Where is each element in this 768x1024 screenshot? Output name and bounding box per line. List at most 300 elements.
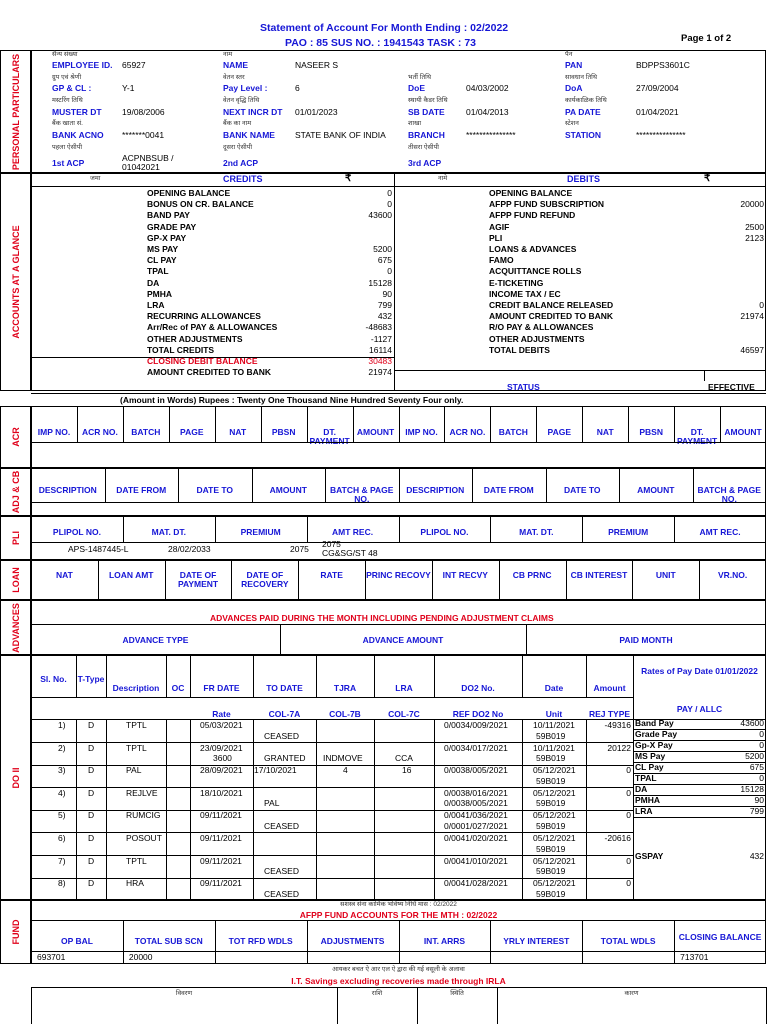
doii-header: Date: [544, 683, 564, 693]
employee-id-value: 65927: [122, 60, 146, 70]
credits-heading: CREDITS: [223, 174, 263, 184]
side-label-acr: ACR: [0, 406, 31, 468]
entry-status: CEASED: [264, 820, 299, 831]
acr-header: IMP NO.: [37, 427, 71, 437]
entry-date: 05/12/2021: [533, 787, 576, 798]
entry-do2: 0/0041/010/2021: [444, 855, 508, 866]
credit-value: -48683: [365, 322, 392, 333]
loan-header: DATE OF RECOVERY: [241, 570, 289, 589]
doii-subheader: COL-7C: [388, 709, 420, 719]
status-label: STATUS: [507, 382, 540, 392]
entry-desc: TPTL: [126, 742, 147, 753]
credits-hindi: जमा: [90, 175, 101, 182]
fund-title-hindi: सशस्त्र सेना कार्मिक भविष्य निधि मास : 02/2022: [340, 901, 457, 908]
entry-sl: 3): [58, 765, 66, 776]
rate-value: 432: [749, 851, 764, 861]
credit-label: OPENING BALANCE: [147, 188, 231, 198]
credit-label: BONUS ON CR. BALANCE: [147, 199, 254, 210]
bank-acno-label: BANK ACNO: [52, 130, 104, 140]
debit-label: AFPP FUND REFUND: [489, 210, 576, 221]
entry-type: D: [88, 810, 95, 821]
rate-label: Band Pay: [635, 718, 674, 728]
pay-level-label: Pay Level :: [223, 83, 268, 93]
entry-from: 18/10/2021: [200, 787, 243, 798]
entry-sl: 7): [58, 855, 66, 866]
side-label-accounts: ACCOUNTS AT A GLANCE: [0, 173, 31, 391]
pli-header: PLIPOL NO.: [420, 527, 469, 537]
page-number: Page 1 of 2: [681, 33, 732, 44]
label-hindi: बैंक खाता सं.: [52, 120, 83, 127]
pa-date-value: 01/04/2021: [636, 107, 679, 117]
side-label-doii: DO II: [0, 655, 31, 900]
loan-header: RATE: [320, 570, 343, 580]
it-savings-hindi: आयकर बचत ऐ आर एल ऐ द्वारा की गई वसूली के अलावा: [332, 966, 465, 973]
pli-policy-no: APS-1487445-L: [68, 544, 129, 554]
label-hindi: स्थायी कैडर तिथि: [408, 97, 448, 104]
entry-desc: REJLVE: [126, 787, 158, 798]
entry-sl: 6): [58, 833, 66, 843]
entry-unit: 59B019: [536, 820, 566, 831]
rate-label: CL Pay: [635, 762, 664, 772]
debit-value: 20000: [740, 199, 764, 210]
entry-unit: 59B019: [536, 866, 566, 877]
pli-header: PREMIUM: [608, 527, 649, 537]
debit-label: TOTAL DEBITS: [489, 344, 550, 355]
entry-desc: TPTL: [126, 720, 147, 730]
bank-name-value: STATE BANK OF INDIA: [295, 130, 386, 140]
entry-ref: 0/0001/027/2021: [444, 820, 508, 831]
pli-header: MAT. DT.: [151, 527, 186, 537]
fund-header: TOTAL WDLS: [600, 936, 656, 946]
credit-label: PMHA: [147, 288, 173, 299]
name-value: NASEER S: [295, 60, 338, 70]
entry-date: 10/11/2021: [533, 742, 575, 753]
entry-date: 05/12/2021: [533, 833, 576, 843]
credit-label: LRA: [147, 300, 165, 310]
debit-label: INCOME TAX / EC: [489, 288, 561, 299]
entry-from: 28/09/2021: [200, 765, 243, 776]
debit-value: 21974: [740, 311, 764, 322]
debit-value: 0: [759, 300, 764, 310]
label-hindi: कार्यकाळिक तिथि: [565, 97, 607, 104]
advance-amount-header: ADVANCE AMOUNT: [362, 635, 444, 645]
entry-amount: 20122: [607, 742, 631, 753]
entry-do2: 0/0034/009/2021: [444, 720, 508, 730]
entry-do2: 0/0038/016/2021: [444, 787, 508, 798]
credit-label: GP-X PAY: [147, 232, 187, 243]
label-hindi: मस्टरिंग तिथि: [52, 97, 83, 104]
entry-amount: -20616: [604, 833, 631, 843]
label-hindi: दूसरा ऐसीपी: [223, 144, 253, 151]
sb-date-label: SB DATE: [408, 107, 445, 117]
rate-label: TPAL: [635, 773, 657, 783]
acr-header: NAT: [596, 427, 614, 437]
side-label-loan: LOAN: [0, 560, 31, 600]
amount-in-words: (Amount in Words) Rupees : Twenty One Thousand Nine Hundred Seventy Four only.: [120, 395, 464, 405]
acp1-value: ACPNBSUB / 01042021: [122, 153, 174, 172]
credit-value: 21974: [368, 367, 392, 378]
sb-date-value: 01/04/2013: [466, 107, 509, 117]
fund-header: OP BAL: [60, 936, 93, 946]
label-hindi: सावधान तिथि: [565, 74, 598, 81]
entry-from: 05/03/2021: [200, 720, 243, 730]
entry-date: 05/12/2021: [533, 878, 576, 889]
entry-date: 05/12/2021: [533, 810, 576, 821]
debit-label: OTHER ADJUSTMENTS: [489, 333, 585, 344]
pay-level-value: 6: [295, 83, 300, 93]
debits-hindi: नामे: [438, 175, 448, 182]
entry-unit: 59B019: [536, 843, 566, 854]
label-hindi: नाम: [223, 51, 233, 58]
pli-header: AMT REC.: [332, 527, 374, 537]
loan-header: VR.NO.: [717, 570, 748, 580]
rate-label: Grade Pay: [635, 729, 678, 739]
rate-value: 5200: [745, 751, 764, 761]
entry-from: 09/11/2021: [200, 855, 242, 866]
credit-value: 43600: [368, 210, 392, 221]
rate-value: 0: [759, 740, 764, 750]
debit-label: AGIF: [489, 221, 510, 232]
doii-subheader: COL-7A: [268, 709, 301, 719]
rate-value: 90: [754, 795, 764, 805]
entry-type: D: [88, 742, 95, 753]
credit-label: TOTAL CREDITS: [147, 344, 215, 355]
pli-maturity-date: 28/02/2033: [168, 544, 211, 554]
rate-label: GSPAY: [635, 851, 664, 861]
gp-cl-label: GP & CL :: [52, 83, 92, 93]
label-hindi: स्टेशन: [565, 120, 579, 127]
doii-header: Amount: [593, 683, 626, 693]
pa-date-label: PA DATE: [565, 107, 601, 117]
credit-label: BAND PAY: [147, 210, 190, 221]
acr-header: PBSN: [639, 427, 663, 437]
debit-value: 2500: [745, 221, 764, 232]
doii-header: OC: [171, 683, 185, 693]
credit-label: RECURRING ALLOWANCES: [147, 311, 261, 322]
entry-do2: 0/0041/036/2021: [444, 810, 508, 821]
pan-label: PAN: [565, 60, 583, 70]
entry-to: 17/10/2021: [254, 765, 297, 776]
entry-do2: 0/0038/005/2021: [444, 765, 508, 776]
station-value: ***************: [636, 130, 686, 140]
rate-label: Gp-X Pay: [635, 740, 673, 750]
debit-label: PLI: [489, 232, 503, 243]
credit-label: OTHER ADJUSTMENTS: [147, 333, 243, 344]
credit-value: 0: [387, 199, 392, 210]
debit-label: FAMO: [489, 255, 514, 266]
doa-value: 27/09/2004: [636, 83, 679, 93]
rupee-icon: ₹: [345, 173, 352, 184]
entry-type: D: [88, 855, 95, 866]
acr-header: BATCH: [131, 427, 161, 437]
entry-unit: 59B019: [536, 888, 566, 899]
it-status-header: स्थिति: [450, 990, 464, 997]
loan-header: UNIT: [655, 570, 676, 580]
credit-value: 799: [377, 300, 392, 310]
credit-value: -1127: [370, 333, 392, 344]
bank-name-label: BANK NAME: [223, 130, 275, 140]
credit-value: 0: [387, 266, 392, 277]
entry-sl: 1): [58, 720, 66, 730]
muster-dt-label: MUSTER DT: [52, 107, 102, 117]
entry-date: 05/12/2021: [533, 855, 576, 866]
acr-header: ACR NO.: [81, 427, 118, 437]
doii-subheader: Unit: [545, 709, 563, 719]
adj-header: AMOUNT: [269, 485, 307, 495]
next-incr-label: NEXT INCR DT: [223, 107, 283, 117]
accounts-section: [31, 173, 766, 391]
muster-dt-value: 19/08/2006: [122, 107, 165, 117]
acp3-label: 3rd ACP: [408, 158, 442, 168]
side-label-fund: FUND: [0, 900, 31, 964]
entry-lra: 16: [402, 765, 412, 776]
entry-type: D: [88, 787, 95, 798]
side-label-advances: ADVANCES: [0, 600, 31, 655]
debits-heading: DEBITS: [567, 174, 601, 184]
entry-col7b: INDMOVE: [323, 753, 363, 764]
doii-header: Description: [112, 683, 160, 693]
pli-amount-received: 2075 CG&SG/ST 48: [322, 539, 378, 558]
fund-header: YRLY INTEREST: [503, 936, 570, 946]
fund-header: TOT RFD WDLS: [228, 936, 293, 946]
entry-from: 09/11/2021: [200, 833, 242, 843]
acr-header: BATCH: [498, 427, 528, 437]
doii-header: TO DATE: [266, 683, 303, 693]
fund-header: CLOSING BALANCE: [678, 932, 762, 942]
entry-amount: 0: [626, 810, 631, 821]
label-hindi: ग्रुप एवं श्रेणी: [52, 74, 82, 81]
credit-value: 15128: [368, 277, 392, 288]
label-hindi: शाखा: [408, 120, 422, 127]
rate-value: 43600: [740, 718, 764, 728]
status-value: EFFECTIVE: [708, 382, 755, 392]
acr-header: AMOUNT: [356, 427, 395, 437]
entry-rate: 3600: [213, 753, 232, 764]
rupee-icon: ₹: [704, 173, 711, 184]
rate-label: DA: [635, 784, 648, 794]
next-incr-value: 01/01/2023: [295, 107, 338, 117]
advances-title: ADVANCES PAID DURING THE MONTH INCLUDING PENDING ADJUSTMENT CLAIMS: [210, 613, 554, 623]
adj-header: BATCH & PAGE NO.: [330, 485, 394, 504]
advances-section: [31, 600, 766, 655]
credit-value: 5200: [373, 244, 392, 254]
side-label-pli: PLI: [0, 516, 31, 560]
doii-subheader: REF DO2 No: [452, 709, 504, 719]
label-hindi: तीसरा ऐसीपी: [408, 144, 439, 151]
debit-label: LOANS & ADVANCES: [489, 244, 577, 254]
it-savings-title: I.T. Savings excluding recoveries made through IRLA: [291, 976, 506, 986]
debit-value: 2123: [745, 232, 764, 243]
entry-amount: 0: [626, 787, 631, 798]
fund-title: AFPP FUND ACCOUNTS FOR THE MTH : 02/2022: [299, 910, 498, 920]
acr-header: DT. PAYMENT: [309, 427, 350, 446]
loan-section: [31, 560, 766, 600]
branch-value: ***************: [466, 130, 516, 140]
entry-unit: 59B019: [536, 753, 566, 764]
adj-header: DATE FROM: [116, 485, 167, 495]
adj-header: DATE FROM: [483, 485, 534, 495]
credit-label: MS PAY: [147, 244, 179, 254]
entry-desc: TPTL: [126, 855, 147, 866]
bank-acno-value: *******0041: [122, 130, 165, 140]
entry-date: 05/12/2021: [533, 765, 576, 776]
entry-amount: 0: [626, 765, 631, 776]
doii-subheader: COL-7B: [329, 709, 361, 719]
label-hindi: सैन्य संख्या: [52, 51, 78, 58]
entry-sl: 4): [58, 787, 66, 798]
entry-status: CEASED: [264, 866, 299, 877]
credit-value: 90: [382, 288, 392, 299]
entry-status: PAL: [264, 798, 280, 809]
entry-do2: 0/0041/020/2021: [444, 833, 508, 843]
label-hindi: बैंक का नाम: [223, 120, 252, 127]
adj-header: AMOUNT: [637, 485, 675, 495]
doii-header: Sl. No.: [40, 674, 67, 684]
acr-header: IMP NO.: [405, 427, 438, 437]
adj-header: DESCRIPTION: [38, 485, 97, 495]
doii-header: LRA: [395, 683, 413, 693]
fund-header: TOTAL SUB SCN: [134, 936, 203, 946]
acr-header: AMOUNT: [724, 427, 762, 437]
entry-col7c: CCA: [395, 753, 413, 764]
entry-unit: 59B019: [536, 730, 566, 741]
entry-desc: HRA: [126, 878, 144, 889]
fund-value: 693701: [37, 952, 66, 962]
credit-value: 0: [387, 188, 392, 198]
doe-label: DoE: [408, 83, 425, 93]
entry-type: D: [88, 833, 95, 843]
advance-type-header: ADVANCE TYPE: [122, 635, 189, 645]
debit-label: E-TICKETING: [489, 277, 544, 288]
doii-header: DO2 No.: [461, 683, 495, 693]
adj-header: BATCH & PAGE NO.: [697, 485, 761, 504]
entry-type: D: [88, 720, 95, 730]
doii-header: FR DATE: [203, 683, 240, 693]
doii-subheader: REJ TYPE: [588, 709, 631, 719]
loan-header: LOAN AMT: [108, 570, 154, 580]
label-hindi: वेतन वृद्धि तिथि: [223, 97, 260, 104]
credit-label: TPAL: [147, 266, 169, 277]
fund-value: 713701: [680, 952, 709, 962]
acp2-label: 2nd ACP: [223, 158, 259, 168]
name-label: NAME: [223, 60, 249, 70]
entry-do2: 0/0041/028/2021: [444, 878, 508, 889]
acr-header: PAGE: [547, 427, 572, 437]
loan-header: NAT: [55, 570, 73, 580]
acr-header: NAT: [229, 427, 247, 437]
station-label: STATION: [565, 130, 602, 140]
entry-from: 23/09/2021: [200, 742, 243, 753]
entry-type: D: [88, 878, 95, 889]
pli-premium: 2075: [290, 544, 309, 554]
debit-label: AFPP FUND SUBSCRIPTION: [489, 199, 605, 210]
loan-header: INT RECVY: [442, 570, 488, 580]
entry-type: D: [88, 765, 95, 776]
entry-sl: 2): [58, 742, 66, 753]
pay-allc-header: PAY / ALLC: [676, 704, 723, 714]
rate-label: LRA: [635, 806, 653, 816]
pli-header: AMT REC.: [699, 527, 741, 537]
entry-unit: 59B019: [536, 775, 566, 786]
doa-label: DoA: [565, 83, 583, 93]
adj-header: DATE TO: [196, 485, 234, 495]
adj-header: DESCRIPTION: [406, 485, 465, 495]
entry-from: 09/11/2021: [200, 878, 242, 889]
credit-label: CLOSING DEBIT BALANCE: [147, 356, 258, 366]
credit-label: AMOUNT CREDITED TO BANK: [147, 367, 272, 378]
side-label-adj: ADJ & CB: [0, 468, 31, 516]
credit-label: GRADE PAY: [147, 221, 197, 232]
entry-amount: 0: [626, 855, 631, 866]
fund-header: ADJUSTMENTS: [320, 936, 385, 946]
doe-value: 04/03/2002: [466, 83, 509, 93]
label-hindi: भर्ती तिथि: [408, 74, 431, 81]
entry-tjra: 4: [343, 765, 348, 776]
credit-label: DA: [147, 277, 160, 288]
entry-ref: 0/0038/005/2021: [444, 798, 508, 809]
entry-from: 09/11/2021: [200, 810, 242, 821]
pli-header: MAT. DT.: [519, 527, 554, 537]
debit-value: 46597: [740, 344, 764, 355]
entry-status: CEASED: [264, 730, 299, 741]
credit-value: 16114: [368, 344, 392, 355]
entry-sl: 5): [58, 810, 66, 821]
doii-header: T-Type: [77, 674, 105, 684]
debit-label: ACQUITTANCE ROLLS: [489, 266, 582, 277]
entry-date: 10/11/2021: [533, 720, 575, 730]
debit-label: R/O PAY & ALLOWANCES: [489, 322, 594, 333]
entry-col7a: GRANTED: [264, 753, 306, 764]
rate-value: 799: [749, 806, 764, 816]
credit-value: 675: [377, 255, 392, 266]
branch-label: BRANCH: [408, 130, 445, 140]
adj-header: DATE TO: [563, 485, 601, 495]
rate-label: MS Pay: [635, 751, 666, 761]
entry-unit: 59B019: [536, 798, 566, 809]
entry-amount: 0: [626, 878, 631, 889]
entry-amount: -49316: [604, 720, 631, 730]
doii-subheader: Rate: [212, 709, 231, 719]
rate-label: PMHA: [635, 795, 661, 805]
acr-header: ACR NO.: [449, 427, 486, 437]
loan-header: CB INTEREST: [570, 570, 628, 580]
acr-header: DT. PAYMENT: [677, 427, 718, 446]
gp-cl-value: Y-1: [122, 83, 135, 93]
it-amount-header: राशि: [371, 990, 383, 997]
debit-label: OPENING BALANCE: [489, 188, 573, 198]
acr-header: PBSN: [271, 427, 296, 437]
label-hindi: पैन: [565, 51, 573, 58]
credit-label: CL PAY: [147, 255, 177, 266]
it-reason-header: कारण: [624, 990, 639, 997]
acr-header: PAGE: [180, 427, 204, 437]
credit-label: Arr/Rec of PAY & ALLOWANCES: [147, 322, 278, 333]
entry-do2: 0/0034/017/2021: [444, 742, 508, 753]
loan-header: DATE OF PAYMENT: [177, 570, 219, 589]
debit-label: AMOUNT CREDITED TO BANK: [489, 311, 614, 322]
paid-month-header: PAID MONTH: [619, 635, 673, 645]
fund-value: 20000: [128, 952, 153, 962]
it-desc-header: विवरण: [175, 990, 193, 997]
pli-header: PLIPOL NO.: [52, 527, 101, 537]
doii-header: TJRA: [333, 683, 357, 693]
fund-header: INT. ARRS: [423, 936, 466, 946]
pan-value: BDPPS3601C: [636, 60, 690, 70]
rate-value: 0: [759, 773, 764, 783]
employee-id-label: EMPLOYEE ID.: [52, 60, 113, 70]
pli-header: PREMIUM: [240, 527, 281, 537]
rates-of-pay-title: Rates of Pay Date 01/01/2022: [641, 666, 758, 676]
